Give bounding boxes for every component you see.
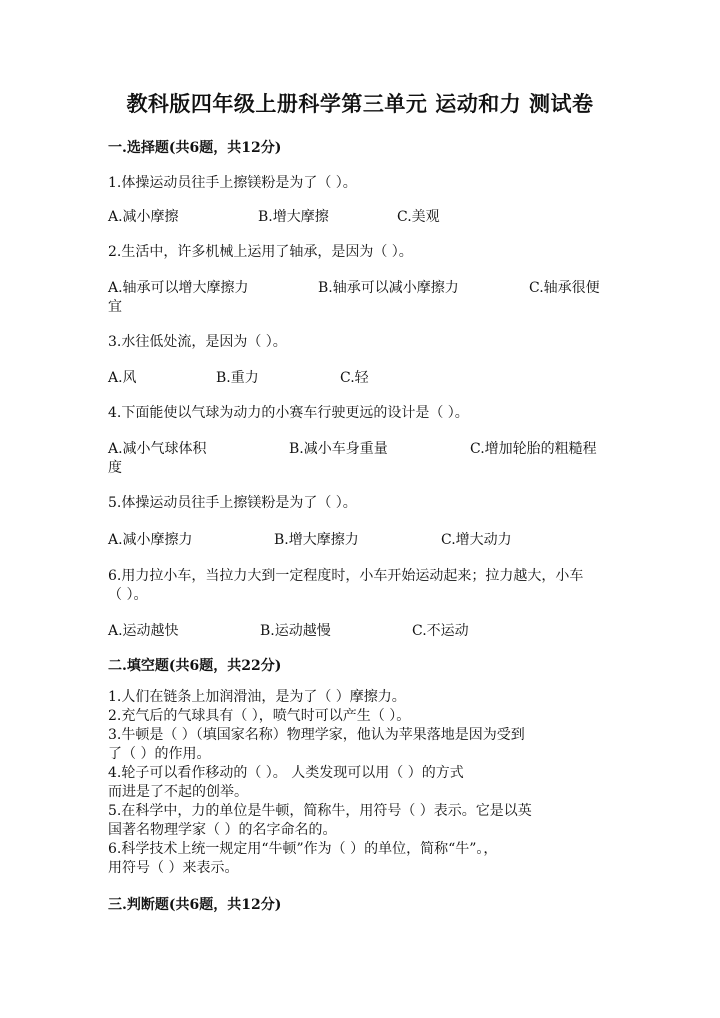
question-5-options [108, 529, 608, 569]
question-3-options [108, 367, 608, 407]
question-2-stem: 2.生活中，许多机械上运用了轴承，是因为（ ）。 [108, 244, 413, 260]
option-c: C.增加轮胎的粗糙程 [470, 441, 597, 457]
fill-line: 1.人们在链条上加润滑油，是为了（ ）摩擦力。 [108, 689, 406, 705]
fill-line: 了（ ）的作用。 [108, 746, 211, 762]
option-b: B.增大摩擦力 [274, 532, 359, 548]
option-c: C.增大动力 [441, 532, 512, 548]
option-a: A.风 [108, 370, 137, 386]
option-a: A.减小气球体积 [108, 441, 207, 457]
question-5-stem: 5.体操运动员往手上擦镁粉是为了（ ）。 [108, 495, 357, 511]
section-heading-fill: 二.填空题(共6题，共22分) [108, 658, 282, 674]
option-b: B.轴承可以减小摩擦力 [318, 280, 459, 296]
option-a: A.减小摩擦力 [108, 532, 193, 548]
question-4-options [108, 438, 608, 478]
page-title: 教科版四年级上册科学第三单元 运动和力 测试卷 [126, 91, 594, 116]
option-c: C.不运动 [412, 623, 469, 639]
fill-line: 4.轮子可以看作移动的（ ）。 人类发现可以用（ ）的方式 [108, 765, 464, 781]
option-a: A.减小摩擦 [108, 209, 179, 225]
fill-line: 国著名物理学家（ ）的名字命名的。 [108, 822, 337, 838]
option-a: A.轴承可以增大摩擦力 [108, 280, 249, 296]
question-1-options [108, 206, 608, 246]
question-6-options [108, 620, 608, 660]
fill-line: 6.科学技术上统一规定用“牛顿”作为（ ）的单位，简称“牛”。， [108, 841, 498, 857]
question-6-stem: 6.用力拉小车，当拉力大到一定程度时，小车开始运动起来；拉力越大，小车 [108, 568, 584, 584]
question-4-stem: 4.下面能使以气球为动力的小赛车行驶更远的设计是（ ）。 [108, 405, 469, 421]
fill-line: 3.牛顿是（ ）（填国家名称）物理学家，他认为苹果落地是因为受到 [108, 727, 525, 743]
option-c-continuation: 度 [108, 460, 122, 476]
question-1-stem: 1.体操运动员往手上擦镁粉是为了（ ）。 [108, 175, 357, 191]
option-b: B.重力 [216, 370, 259, 386]
section-heading-judge: 三.判断题(共6题，共12分) [108, 897, 282, 913]
option-b: B.运动越慢 [260, 623, 331, 639]
option-c: C.轴承很便 [529, 280, 600, 296]
option-c: C.美观 [397, 209, 440, 225]
fill-line: 2.充气后的气球具有（ ），喷气时可以产生（ ）。 [108, 708, 411, 724]
option-c: C.轻 [340, 370, 369, 386]
fill-line: 而进是了不起的创举。 [108, 784, 248, 800]
fill-line: 用符号（ ）来表示。 [108, 860, 239, 876]
section-heading-choice: 一.选择题(共6题，共12分) [108, 140, 282, 156]
question-2-options [108, 277, 608, 317]
option-b: B.增大摩擦 [258, 209, 329, 225]
question-6-stem-continuation: （ ）。 [108, 587, 148, 603]
option-a: A.运动越快 [108, 623, 179, 639]
question-3-stem: 3.水往低处流，是因为（ ）。 [108, 334, 287, 350]
option-b: B.减小车身重量 [289, 441, 388, 457]
fill-line: 5.在科学中，力的单位是牛顿，简称牛，用符号（ ）表示。它是以英 [108, 803, 532, 819]
fill-in-questions [108, 688, 613, 878]
option-c-continuation: 宜 [108, 299, 122, 315]
